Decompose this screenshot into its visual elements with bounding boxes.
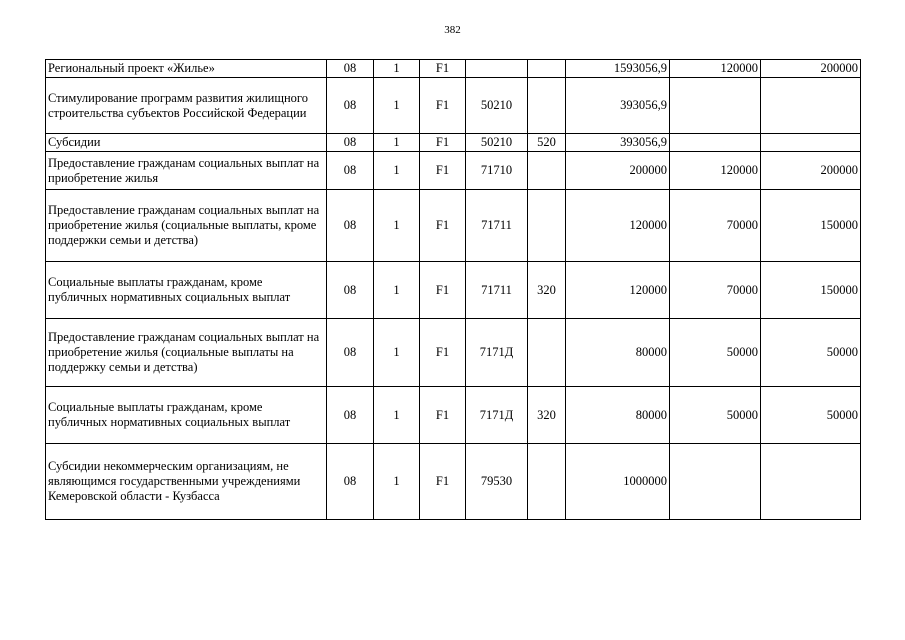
row-value-3 [761,444,861,520]
row-value-1: 120000 [566,262,670,319]
row-value-1: 1000000 [566,444,670,520]
row-item: 79530 [466,444,528,520]
table-row [46,78,861,134]
row-section: 08 [327,387,374,444]
row-program: F1 [420,444,466,520]
row-value-3: 50000 [761,319,861,387]
row-item: 71711 [466,262,528,319]
table-row [46,319,861,387]
row-subsection: 1 [374,152,420,190]
table-row [46,444,861,520]
row-value-1: 80000 [566,319,670,387]
row-value-3: 150000 [761,190,861,262]
row-kind [528,444,566,520]
row-kind: 320 [528,262,566,319]
row-program: F1 [420,60,466,78]
row-value-3 [761,134,861,152]
row-value-3: 50000 [761,387,861,444]
row-value-1: 80000 [566,387,670,444]
row-item: 50210 [466,78,528,134]
row-section: 08 [327,152,374,190]
row-program: F1 [420,78,466,134]
row-section: 08 [327,190,374,262]
row-kind [528,78,566,134]
row-value-3: 200000 [761,152,861,190]
row-subsection: 1 [374,444,420,520]
row-name: Субсидии некоммерческим организациям, не являющимся государственными учреждениями Кемеровской области - Кузбасса [46,444,327,520]
row-value-2: 120000 [670,152,761,190]
row-name: Стимулирование программ развития жилищного строительства субъектов Российской Федерации [46,78,327,134]
row-value-2 [670,444,761,520]
row-name: Субсидии [46,134,327,152]
row-value-2 [670,78,761,134]
budget-table [45,59,861,520]
row-section: 08 [327,319,374,387]
row-kind: 320 [528,387,566,444]
row-program: F1 [420,134,466,152]
row-value-3: 200000 [761,60,861,78]
row-value-2: 120000 [670,60,761,78]
row-subsection: 1 [374,190,420,262]
row-program: F1 [420,152,466,190]
row-subsection: 1 [374,78,420,134]
row-value-1: 393056,9 [566,134,670,152]
row-name: Социальные выплаты гражданам, кроме публичных нормативных социальных выплат [46,262,327,319]
row-subsection: 1 [374,387,420,444]
row-subsection: 1 [374,134,420,152]
table-row [46,134,861,152]
row-item: 7171Д [466,319,528,387]
row-subsection: 1 [374,319,420,387]
row-section: 08 [327,444,374,520]
row-value-3 [761,78,861,134]
row-name: Социальные выплаты гражданам, кроме публичных нормативных социальных выплат [46,387,327,444]
row-subsection: 1 [374,60,420,78]
row-kind: 520 [528,134,566,152]
row-program: F1 [420,319,466,387]
row-kind [528,190,566,262]
row-kind [528,319,566,387]
table-row [46,262,861,319]
row-name: Предоставление гражданам социальных выплат на приобретение жилья (социальные выплаты, кроме поддержки семьи и детства) [46,190,327,262]
row-name: Региональный проект «Жилье» [46,60,327,78]
row-value-1: 200000 [566,152,670,190]
row-program: F1 [420,387,466,444]
row-program: F1 [420,190,466,262]
row-value-1: 393056,9 [566,78,670,134]
row-kind [528,152,566,190]
table-row [46,152,861,190]
row-name: Предоставление гражданам социальных выплат на приобретение жилья (социальные выплаты на поддержку семьи и детства) [46,319,327,387]
row-section: 08 [327,134,374,152]
row-value-2: 50000 [670,387,761,444]
row-item: 50210 [466,134,528,152]
row-section: 08 [327,60,374,78]
row-value-3: 150000 [761,262,861,319]
row-item: 71711 [466,190,528,262]
row-value-2 [670,134,761,152]
row-value-2: 70000 [670,262,761,319]
table-row [46,60,861,78]
row-value-2: 70000 [670,190,761,262]
row-kind [528,60,566,78]
row-section: 08 [327,262,374,319]
row-subsection: 1 [374,262,420,319]
row-item [466,60,528,78]
row-item: 7171Д [466,387,528,444]
row-name: Предоставление гражданам социальных выплат на приобретение жилья [46,152,327,190]
row-value-1: 120000 [566,190,670,262]
row-value-1: 1593056,9 [566,60,670,78]
table-row [46,190,861,262]
row-section: 08 [327,78,374,134]
row-value-2: 50000 [670,319,761,387]
row-item: 71710 [466,152,528,190]
page-number: 382 [444,24,461,36]
row-program: F1 [420,262,466,319]
table-row [46,387,861,444]
